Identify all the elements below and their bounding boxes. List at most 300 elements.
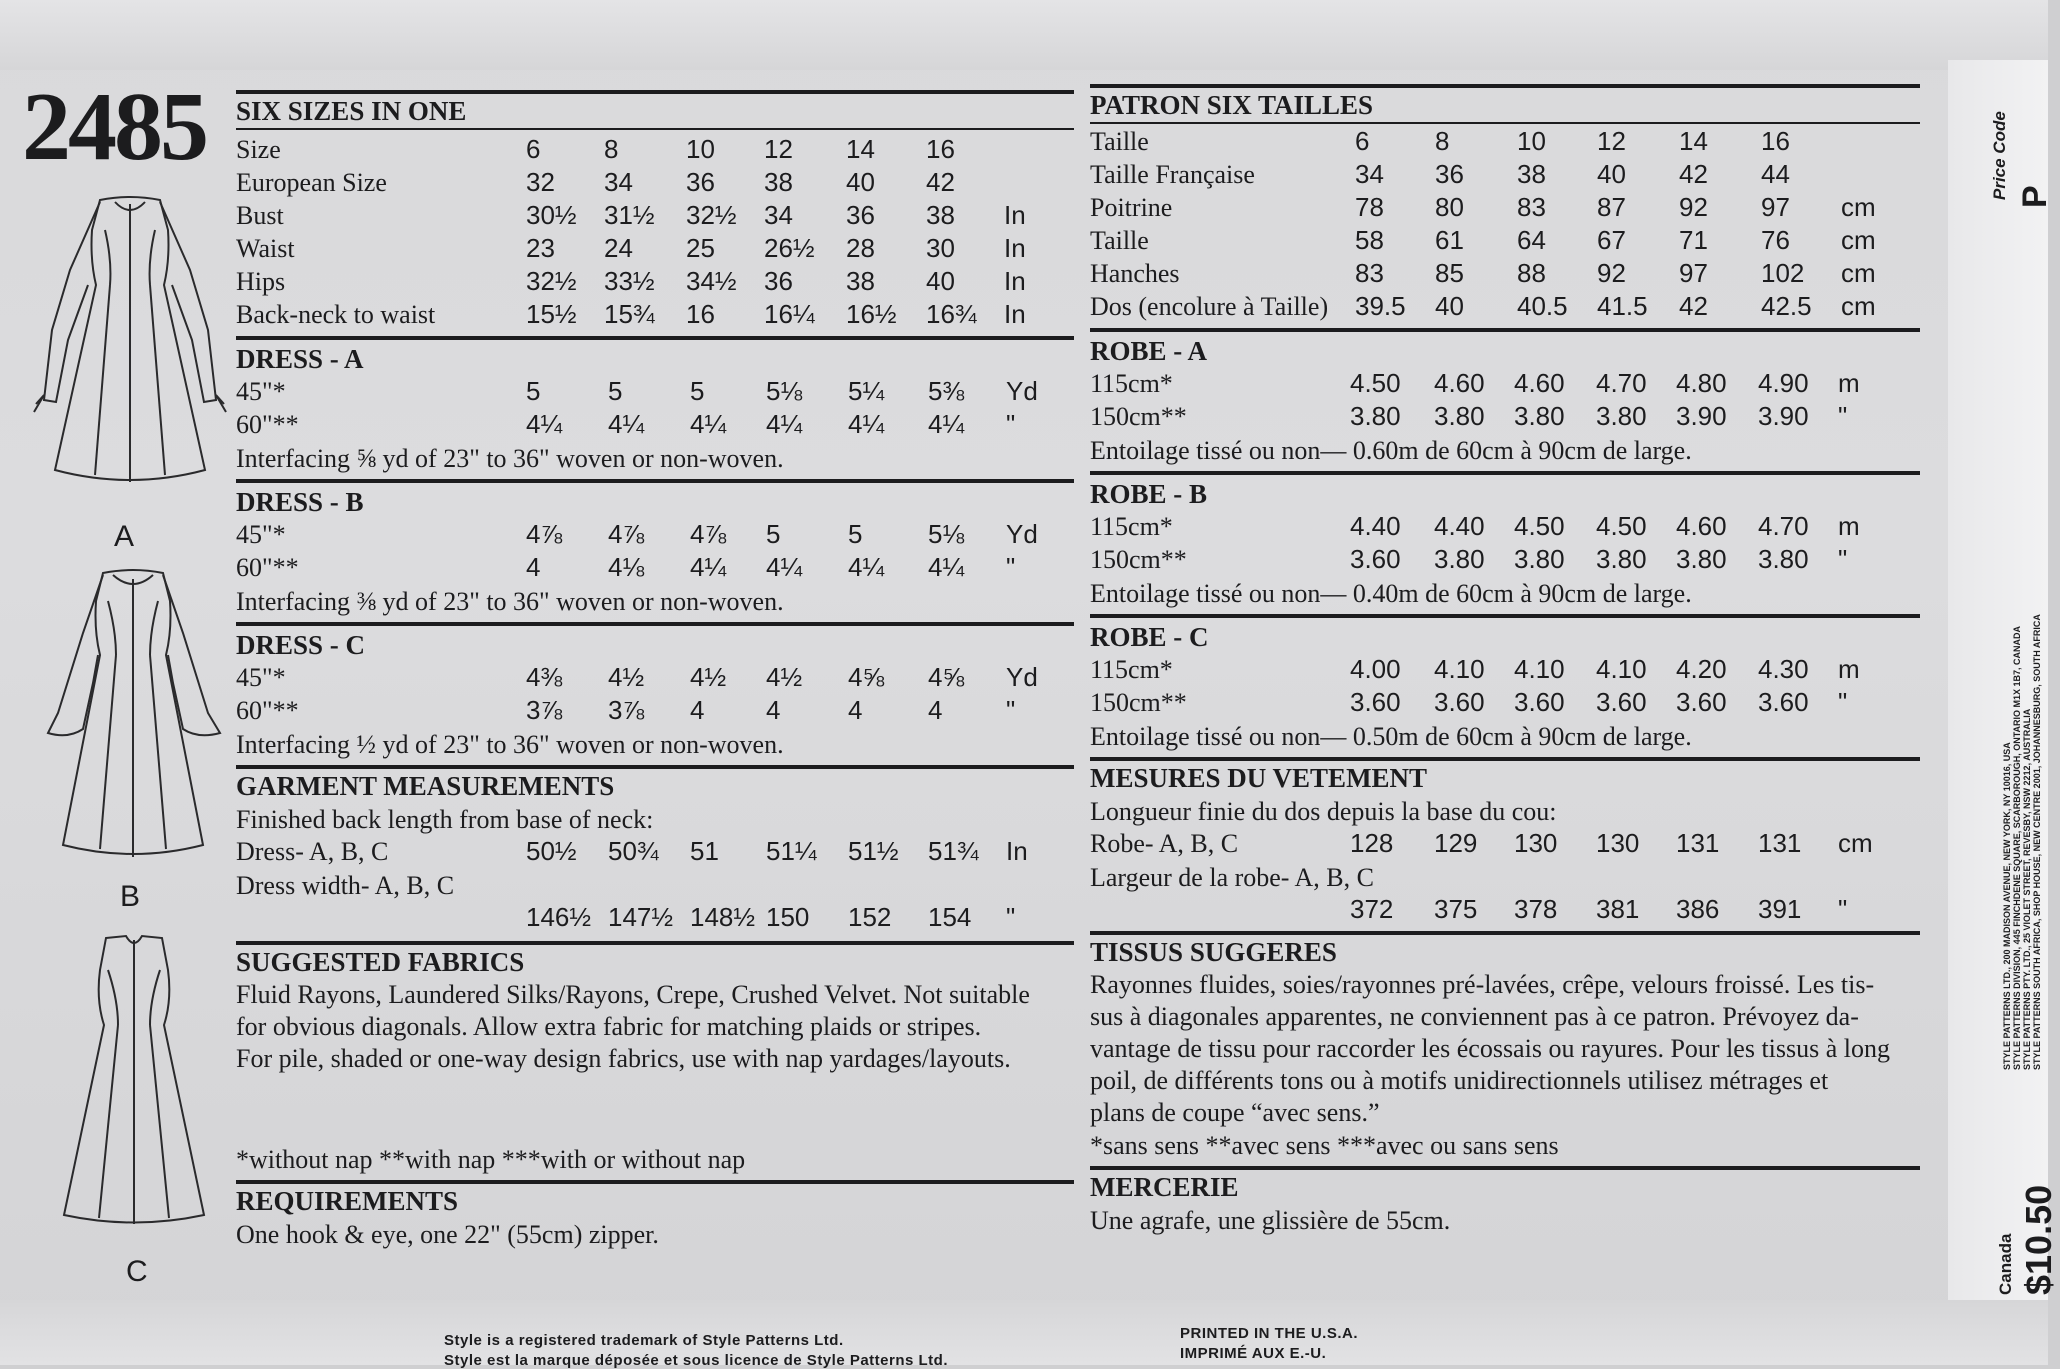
row-value: 150 <box>766 902 810 932</box>
row-value: 4.60 <box>1434 368 1485 398</box>
row-value: 10 <box>686 134 715 164</box>
requirements-title-fr: MERCERIE <box>1090 1172 1239 1202</box>
row-value: 40 <box>1597 159 1626 189</box>
row-unit: In <box>1006 836 1028 866</box>
table-row <box>236 552 1074 585</box>
garment-width-row-fr <box>1090 894 1920 927</box>
french-column <box>1090 84 1920 1237</box>
garment-length-row-fr <box>1090 828 1920 861</box>
row-value: 38 <box>1517 159 1546 189</box>
garment-intro: Finished back length from base of neck: <box>236 805 654 834</box>
row-value: 16¾ <box>926 299 977 329</box>
row-value: 3.60 <box>1676 687 1727 717</box>
row-value: 3.80 <box>1350 401 1401 431</box>
row-value: 4¼ <box>928 552 965 582</box>
row-value: 3.80 <box>1514 544 1565 574</box>
row-value: 4⅝ <box>848 662 885 692</box>
table-row <box>1090 368 1920 401</box>
row-value: 3⅞ <box>608 695 645 725</box>
row-value: 4¼ <box>848 552 885 582</box>
section-rule <box>236 479 1074 483</box>
row-value: 78 <box>1355 192 1384 222</box>
row-value: 51½ <box>848 836 899 866</box>
row-value: 4 <box>690 695 705 725</box>
row-value: 3.60 <box>1350 687 1401 717</box>
row-value: 4¼ <box>766 409 803 439</box>
row-value: 381 <box>1596 894 1640 924</box>
english-column <box>236 90 1074 1251</box>
row-value: 40 <box>926 266 955 296</box>
printed-fr: IMPRIMÉ AUX E.-U. <box>1180 1345 1327 1362</box>
row-value: 40.5 <box>1517 291 1568 321</box>
row-value: 97 <box>1679 258 1708 288</box>
table-row <box>1090 225 1920 258</box>
row-value: 4.30 <box>1758 654 1809 684</box>
row-value: 3.80 <box>1596 544 1647 574</box>
table-row <box>1090 291 1920 324</box>
fabrics-line: sus à diagonales apparentes, ne conviennent pas à ce patron. Prévoyez da- <box>1090 1002 1859 1031</box>
table-row <box>1090 192 1920 225</box>
row-value: 64 <box>1517 225 1546 255</box>
table-row <box>1090 511 1920 544</box>
row-value: 3⅞ <box>526 695 563 725</box>
size-table <box>236 134 1074 332</box>
fabrics-line: vantage de tissu pour raccorder les écossais ou rayures. Pour les tissus à long <box>1090 1034 1891 1063</box>
row-label: 115cm* <box>1090 512 1173 541</box>
row-label: Hips <box>236 267 286 296</box>
dress-a-sketch <box>30 190 230 495</box>
row-value: 131 <box>1676 828 1720 858</box>
row-value: 92 <box>1597 258 1626 288</box>
row-unit: cm <box>1841 225 1876 255</box>
nap-note-fr: *sans sens **avec sens ***avec ou sans sens <box>1090 1131 1559 1160</box>
view-title: DRESS - A <box>236 344 364 374</box>
row-label: European Size <box>236 168 387 197</box>
row-unit: Yd <box>1006 376 1038 406</box>
row-value: 4⅞ <box>526 519 563 549</box>
section-rule <box>1090 122 1920 124</box>
table-row <box>236 200 1074 233</box>
row-value: 4⅞ <box>608 519 645 549</box>
row-value: 34 <box>764 200 793 230</box>
table-row <box>236 266 1074 299</box>
row-unit: In <box>1004 233 1026 263</box>
row-label: 150cm** <box>1090 545 1187 574</box>
row-value: 42.5 <box>1761 291 1812 321</box>
view-title: DRESS - C <box>236 630 366 660</box>
row-value: 147½ <box>608 902 674 932</box>
row-value: 4½ <box>766 662 803 692</box>
row-label: Hanches <box>1090 259 1180 288</box>
row-value: 38 <box>846 266 875 296</box>
row-value: 12 <box>764 134 793 164</box>
row-value: 3.60 <box>1758 687 1809 717</box>
row-value: 58 <box>1355 225 1384 255</box>
row-value: 16 <box>926 134 955 164</box>
row-value: 386 <box>1676 894 1720 924</box>
row-value: 4.10 <box>1514 654 1565 684</box>
requirements-text: One hook & eye, one 22" (55cm) zipper. <box>236 1220 659 1249</box>
row-value: 23 <box>526 233 555 263</box>
row-value: 5 <box>690 376 705 406</box>
row-value: 38 <box>764 167 793 197</box>
row-value: 4.80 <box>1676 368 1727 398</box>
row-value: 39.5 <box>1355 291 1406 321</box>
row-value: 4¼ <box>848 409 885 439</box>
row-value: 4.20 <box>1676 654 1727 684</box>
row-value: 15½ <box>526 299 577 329</box>
row-unit: " <box>1006 695 1016 725</box>
fabrics-text <box>236 979 1072 1075</box>
row-unit: In <box>1004 200 1026 230</box>
row-value: 36 <box>686 167 715 197</box>
row-value: 131 <box>1758 828 1802 858</box>
section-rule <box>236 336 1074 340</box>
figure-label-c: C <box>126 1255 148 1288</box>
row-value: 28 <box>846 233 875 263</box>
row-value: 85 <box>1435 258 1464 288</box>
row-value: 6 <box>526 134 541 164</box>
row-value: 87 <box>1597 192 1626 222</box>
row-value: 4.60 <box>1676 511 1727 541</box>
row-value: 4¼ <box>690 552 727 582</box>
row-label: Waist <box>236 234 295 263</box>
row-value: 42 <box>1679 159 1708 189</box>
interfacing-note: Interfacing ⅝ yd of 23" to 36" woven or non-woven. <box>236 444 784 473</box>
row-label: 115cm* <box>1090 369 1173 398</box>
address-line-3: STYLE PATTERNS PTY. LTD., 25 VIOLET STREET, REVESBY, NSW 2212, AUSTRALIA <box>2022 708 2032 1070</box>
canada-label: Canada <box>1996 1233 2015 1295</box>
fabrics-line: Fluid Rayons, Laundered Silks/Rayons, Crepe, Crushed Velvet. Not suitable <box>236 980 1030 1009</box>
price-code-label: Price Code <box>1990 111 2009 200</box>
row-value: 5 <box>848 519 863 549</box>
row-value: 4 <box>848 695 863 725</box>
row-value: 128 <box>1350 828 1394 858</box>
row-value: 76 <box>1761 225 1790 255</box>
row-unit: m <box>1838 511 1860 541</box>
row-label: Taille <box>1090 127 1149 156</box>
address-line-1: STYLE PATTERNS LTD., 200 MADISON AVENUE, NEW YORK, NY 10016, USA <box>2002 742 2012 1070</box>
row-value: 4¼ <box>608 409 645 439</box>
dress-c-sketch <box>44 930 224 1230</box>
row-value: 3.80 <box>1434 401 1485 431</box>
row-unit: cm <box>1841 258 1876 288</box>
sizes-title: SIX SIZES IN ONE <box>236 96 467 126</box>
row-value: 80 <box>1435 192 1464 222</box>
row-value: 15¾ <box>604 299 655 329</box>
row-unit: " <box>1006 902 1016 932</box>
sizes-title-fr: PATRON SIX TAILLES <box>1090 90 1374 120</box>
row-value: 34 <box>1355 159 1384 189</box>
row-value: 5⅛ <box>928 519 965 549</box>
interfacing-note: Interfacing ⅜ yd of 23" to 36" woven or non-woven. <box>236 587 784 616</box>
row-value: 4.10 <box>1434 654 1485 684</box>
row-value: 5¼ <box>848 376 885 406</box>
fabrics-line: poil, de différents tons ou à motifs unidirectionnels utilisez métrages et <box>1090 1066 1829 1095</box>
row-value: 50½ <box>526 836 577 866</box>
row-label: 45"* <box>236 663 286 692</box>
row-value: 42 <box>926 167 955 197</box>
fabrics-text-fr <box>1090 969 1920 1129</box>
row-value: 4.10 <box>1596 654 1647 684</box>
table-row <box>1090 894 1920 927</box>
row-label: 60"** <box>236 696 299 725</box>
row-unit: m <box>1838 368 1860 398</box>
row-label: Taille <box>1090 226 1149 255</box>
row-value: 130 <box>1596 828 1640 858</box>
section-rule <box>236 128 1074 130</box>
row-value: 3.80 <box>1758 544 1809 574</box>
trademark-fr: Style est la marque déposée et sous licence de Style Patterns Ltd. <box>444 1352 949 1369</box>
row-label: 150cm** <box>1090 688 1187 717</box>
row-value: 36 <box>1435 159 1464 189</box>
interfacing-note: Entoilage tissé ou non— 0.50m de 60cm à 90cm de large. <box>1090 722 1692 751</box>
row-value: 50¾ <box>608 836 659 866</box>
table-row <box>1090 828 1920 861</box>
envelope-bottom-edge <box>0 1300 2048 1365</box>
row-value: 24 <box>604 233 633 263</box>
row-unit: cm <box>1841 192 1876 222</box>
row-unit: " <box>1838 401 1848 431</box>
table-row <box>236 695 1074 728</box>
row-value: 36 <box>764 266 793 296</box>
requirements-text-fr: Une agrafe, une glissière de 55cm. <box>1090 1206 1451 1235</box>
row-unit: " <box>1838 894 1848 924</box>
table-row <box>1090 544 1920 577</box>
row-label: 60"** <box>236 553 299 582</box>
row-value: 5⅛ <box>766 376 803 406</box>
row-value: 14 <box>1679 126 1708 156</box>
row-value: 4¼ <box>690 409 727 439</box>
row-value: 3.60 <box>1596 687 1647 717</box>
fabrics-line: Rayonnes fluides, soies/rayonnes pré-lavées, crêpe, velours froissé. Les tis- <box>1090 970 1875 999</box>
row-value: 3.80 <box>1676 544 1727 574</box>
row-value: 372 <box>1350 894 1394 924</box>
garment-length-row <box>236 836 1074 869</box>
table-row <box>1090 258 1920 291</box>
row-value: 3.60 <box>1514 687 1565 717</box>
row-value: 44 <box>1761 159 1790 189</box>
address-line-2: STYLE PATTERNS DIVISION, 445 FINCHDENE SQUARE, SCARBOROUGH, ONTARIO M1X 1B7, CANADA <box>2012 625 2022 1070</box>
row-value: 4 <box>928 695 943 725</box>
row-value: 42 <box>1679 291 1708 321</box>
row-label: Taille Française <box>1090 160 1255 189</box>
row-value: 5⅜ <box>928 376 965 406</box>
garment-measurements-title: GARMENT MEASUREMENTS <box>236 771 615 801</box>
row-value: 4.70 <box>1758 511 1809 541</box>
row-value: 3.60 <box>1434 687 1485 717</box>
row-value: 25 <box>686 233 715 263</box>
row-value: 391 <box>1758 894 1802 924</box>
yardage-sections-fr <box>1090 334 1920 761</box>
row-value: 375 <box>1434 894 1478 924</box>
row-value: 32½ <box>686 200 737 230</box>
dress-b-sketch <box>38 563 228 863</box>
row-value: 32 <box>526 167 555 197</box>
row-unit: m <box>1838 654 1860 684</box>
row-value: 34 <box>604 167 633 197</box>
table-row <box>236 167 1074 200</box>
table-row <box>236 134 1074 167</box>
garment-measurements-title-fr: MESURES DU VETEMENT <box>1090 763 1428 793</box>
row-value: 4.90 <box>1758 368 1809 398</box>
row-value: 51¾ <box>928 836 979 866</box>
figure-label-a: A <box>114 520 135 553</box>
row-value: 33½ <box>604 266 655 296</box>
section-rule <box>236 622 1074 626</box>
view-title: ROBE - B <box>1090 479 1208 509</box>
row-label: 45"* <box>236 377 286 406</box>
row-label: 60"** <box>236 410 299 439</box>
row-label: Dos (encolure à Taille) <box>1090 292 1329 321</box>
trademark-en: Style is a registered trademark of Style Patterns Ltd. <box>444 1332 844 1349</box>
row-unit: cm <box>1838 828 1873 858</box>
table-row <box>236 299 1074 332</box>
row-value: 4¼ <box>526 409 563 439</box>
row-value: 4.50 <box>1350 368 1401 398</box>
garment-width-label: Dress width- A, B, C <box>236 871 455 900</box>
table-row <box>236 836 1074 869</box>
row-value: 102 <box>1761 258 1805 288</box>
canada-price: $10.50 <box>2018 1184 2059 1295</box>
section-rule <box>1090 328 1920 332</box>
interfacing-note: Entoilage tissé ou non— 0.60m de 60cm à 90cm de large. <box>1090 436 1692 465</box>
table-row <box>1090 654 1920 687</box>
row-value: 26½ <box>764 233 815 263</box>
row-value: 16¼ <box>764 299 815 329</box>
interfacing-note: Interfacing ½ yd of 23" to 36" woven or non-woven. <box>236 730 784 759</box>
row-value: 3.80 <box>1434 544 1485 574</box>
row-value: 51¼ <box>766 836 817 866</box>
row-value: 88 <box>1517 258 1546 288</box>
row-value: 4½ <box>608 662 645 692</box>
row-unit: Yd <box>1006 519 1038 549</box>
row-value: 14 <box>846 134 875 164</box>
section-rule <box>1090 614 1920 618</box>
row-label: 150cm** <box>1090 402 1187 431</box>
row-value: 4⅛ <box>608 552 645 582</box>
table-row <box>1090 159 1920 192</box>
row-value: 4¼ <box>766 552 803 582</box>
row-value: 38 <box>926 200 955 230</box>
row-label: Size <box>236 135 281 164</box>
row-value: 130 <box>1514 828 1558 858</box>
row-value: 36 <box>846 200 875 230</box>
row-value: 83 <box>1517 192 1546 222</box>
row-value: 12 <box>1597 126 1626 156</box>
row-value: 10 <box>1517 126 1546 156</box>
requirements-title: REQUIREMENTS <box>236 1186 459 1216</box>
row-value: 34½ <box>686 266 737 296</box>
row-value: 40 <box>1435 291 1464 321</box>
row-value: 67 <box>1597 225 1626 255</box>
row-value: 4.00 <box>1350 654 1401 684</box>
table-row <box>236 902 1074 935</box>
row-value: 4.40 <box>1434 511 1485 541</box>
interfacing-note: Entoilage tissé ou non— 0.40m de 60cm à 90cm de large. <box>1090 579 1692 608</box>
row-value: 92 <box>1679 192 1708 222</box>
row-value: 41.5 <box>1597 291 1648 321</box>
table-row <box>236 409 1074 442</box>
row-value: 16 <box>686 299 715 329</box>
row-value: 4.60 <box>1514 368 1565 398</box>
fabrics-line: plans de coupe “avec sens.” <box>1090 1098 1380 1127</box>
row-value: 152 <box>848 902 892 932</box>
nap-note: *without nap **with nap ***with or without nap <box>236 1145 746 1174</box>
row-value: 4.40 <box>1350 511 1401 541</box>
row-unit: " <box>1006 409 1016 439</box>
view-title: DRESS - B <box>236 487 364 517</box>
garment-intro-fr: Longueur finie du dos depuis la base du cou: <box>1090 797 1557 826</box>
row-label: Dress- A, B, C <box>236 837 389 866</box>
row-value: 3.90 <box>1758 401 1809 431</box>
row-label: 45"* <box>236 520 286 549</box>
row-value: 4.70 <box>1596 368 1647 398</box>
row-label: 115cm* <box>1090 655 1173 684</box>
table-row <box>236 662 1074 695</box>
section-rule <box>1090 471 1920 475</box>
row-value: 51 <box>690 836 719 866</box>
row-value: 129 <box>1434 828 1478 858</box>
row-label: Back-neck to waist <box>236 300 436 329</box>
row-value: 4⅞ <box>690 519 727 549</box>
row-value: 5 <box>608 376 623 406</box>
row-value: 4 <box>526 552 541 582</box>
size-table-fr <box>1090 126 1920 324</box>
garment-width-row <box>236 902 1074 935</box>
row-value: 148½ <box>690 902 756 932</box>
table-row <box>1090 401 1920 434</box>
fabrics-title: SUGGESTED FABRICS <box>236 947 525 977</box>
row-value: 3.90 <box>1676 401 1727 431</box>
row-value: 3.80 <box>1596 401 1647 431</box>
row-unit: Yd <box>1006 662 1038 692</box>
row-value: 83 <box>1355 258 1384 288</box>
row-value: 16½ <box>846 299 897 329</box>
fabrics-line: for obvious diagonals. Allow extra fabric for matching plaids or stripes. <box>236 1012 982 1041</box>
row-label: Bust <box>236 201 284 230</box>
view-title: ROBE - A <box>1090 336 1208 366</box>
fabrics-title-fr: TISSUS SUGGERES <box>1090 937 1337 967</box>
row-value: 146½ <box>526 902 592 932</box>
envelope-top-edge <box>0 0 2048 70</box>
row-value: 32½ <box>526 266 577 296</box>
row-value: 4⅜ <box>526 662 563 692</box>
row-unit: cm <box>1841 291 1876 321</box>
price-code: P <box>2016 185 2054 208</box>
row-value: 61 <box>1435 225 1464 255</box>
row-value: 6 <box>1355 126 1370 156</box>
row-value: 16 <box>1761 126 1790 156</box>
table-row <box>236 376 1074 409</box>
row-value: 378 <box>1514 894 1558 924</box>
row-unit: " <box>1838 544 1848 574</box>
row-value: 4⅝ <box>928 662 965 692</box>
row-value: 40 <box>846 167 875 197</box>
table-row <box>1090 687 1920 720</box>
pattern-number: 2485 <box>22 73 206 181</box>
row-value: 4¼ <box>928 409 965 439</box>
row-value: 97 <box>1761 192 1790 222</box>
row-value: 4.50 <box>1514 511 1565 541</box>
row-value: 31½ <box>604 200 655 230</box>
row-value: 30 <box>926 233 955 263</box>
row-value: 71 <box>1679 225 1708 255</box>
fabrics-line: For pile, shaded or one-way design fabrics, use with nap yardages/layouts. <box>236 1044 1011 1073</box>
printed-en: PRINTED IN THE U.S.A. <box>1180 1325 1359 1342</box>
row-unit: In <box>1004 299 1026 329</box>
table-row <box>236 233 1074 266</box>
